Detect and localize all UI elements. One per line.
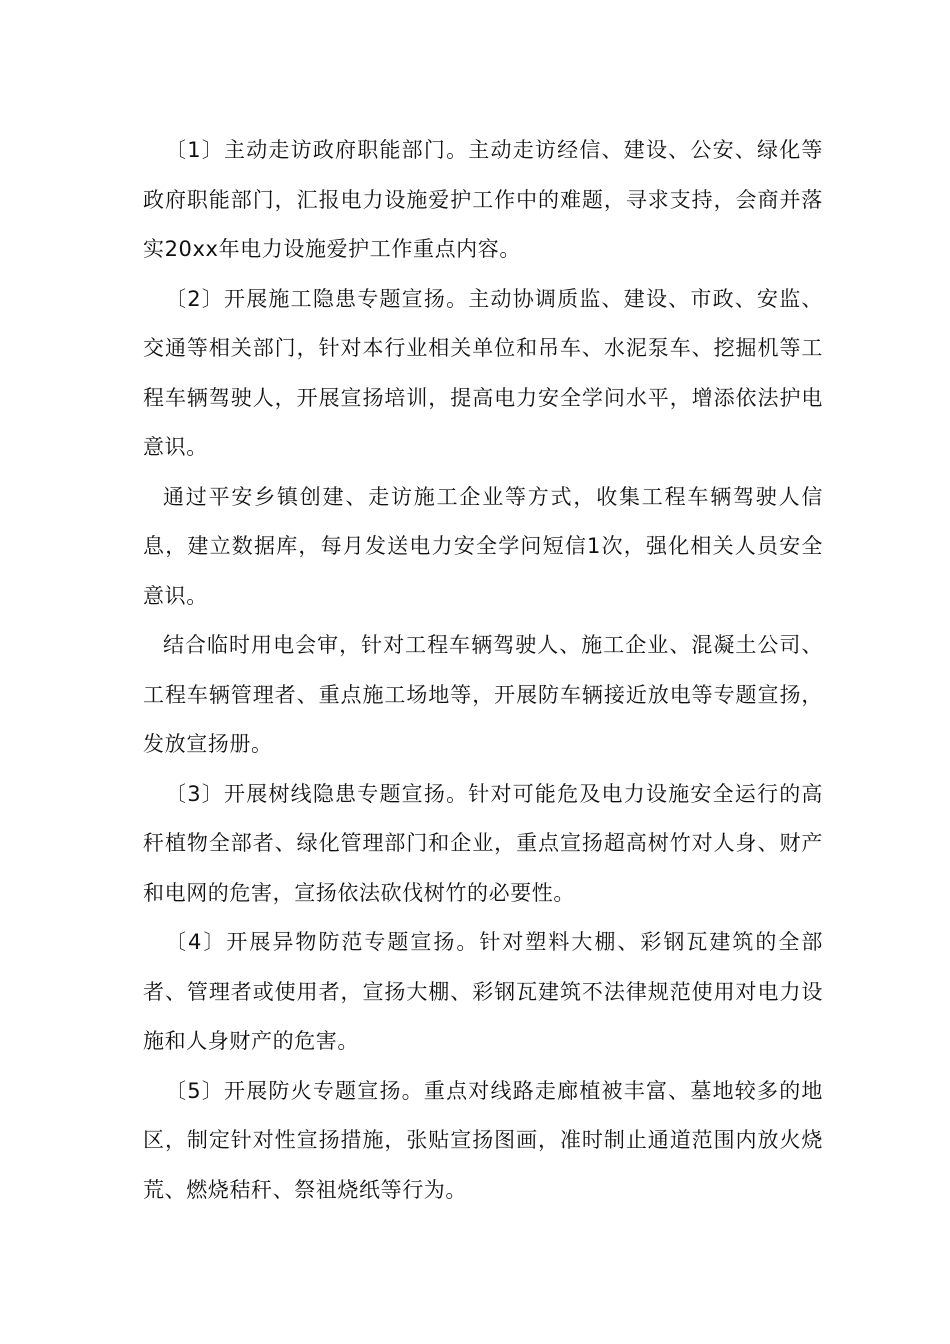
paragraph-item-5: 〔5〕开展防火专题宣扬。重点对线路走廊植被丰富、墓地较多的地区，制定针对性宣扬措施，张贴宣扬图画，准时制止通道范围内放火烧荒、燃烧秸秆、祭祖烧纸等行为。 xyxy=(143,1078,823,1202)
document-body xyxy=(143,126,823,1215)
paragraph-item-4: 〔4〕开展异物防范专题宣扬。针对塑料大棚、彩钢瓦建筑的全部者、管理者或使用者，宣扬大棚、彩钢瓦建筑不法律规范使用对电力设施和人身财产的危害。 xyxy=(143,930,823,1053)
paragraph-item-1: 〔1〕主动走访政府职能部门。主动走访经信、建设、公安、绿化等政府职能部门，汇报电力设施爱护工作中的难题，寻求支持，会商并落实20xx年电力设施爱护工作重点内容。 xyxy=(143,138,823,261)
paragraph-temporary-power: 结合临时用电会审，针对工程车辆驾驶人、施工企业、混凝土公司、工程车辆管理者、重点施工场地等，开展防车辆接近放电等专题宣扬，发放宣扬册。 xyxy=(143,633,823,756)
paragraph-item-3: 〔3〕开展树线隐患专题宣扬。针对可能危及电力设施安全运行的高秆植物全部者、绿化管理部门和企业，重点宣扬超高树竹对人身、财产和电网的危害，宣扬依法砍伐树竹的必要性。 xyxy=(143,781,823,905)
paragraph-database: 通过平安乡镇创建、走访施工企业等方式，收集工程车辆驾驶人信息，建立数据库，每月发送电力安全学问短信1次，强化相关人员安全意识。 xyxy=(143,484,823,608)
paragraph-item-2: 〔2〕开展施工隐患专题宣扬。主动协调质监、建设、市政、安监、交通等相关部门，针对本行业相关单位和吊车、水泥泵车、挖掘机等工程车辆驾驶人，开展宣扬培训，提高电力安全学问水平，增添依法护电意识。 xyxy=(143,286,823,459)
